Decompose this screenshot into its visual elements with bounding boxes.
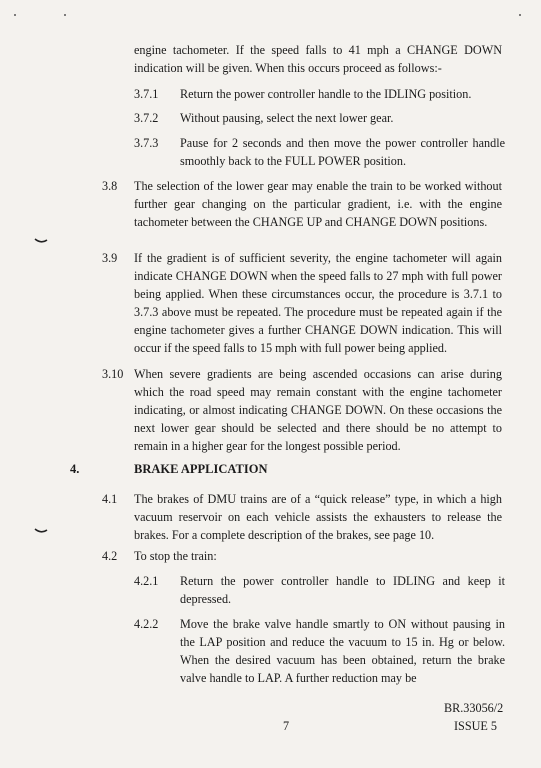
item-text: If the gradient is of sufficient severity, the engine tachometer will again indicate CHANGE DOWN when the speed falls to 27 mph with full power being applied. When these circumstances occur, the procedure is 3.7.1 to 3.7.3 above must be repeated. The procedure must be repeated again if the engine tachometer gives a further CHANGE DOWN indication. This will occur if the speed falls to 15 mph with full power being applied.: [134, 251, 502, 355]
item-number: 3.7.1: [134, 87, 159, 101]
item-text: When severe gradients are being ascended occasions can arise during which the road speed may remain constant with the engine tachometer indicating, or almost indicating CHANGE DOWN. On these occasions the next lower gear should be selected and there should be no attempt to remain in a higher gear for the longest possible period.: [134, 367, 502, 453]
scan-speck: [519, 14, 521, 16]
page-number: 7: [283, 719, 290, 733]
scan-speck: [14, 14, 16, 16]
item-number: 3.7.2: [134, 111, 159, 125]
item-number: 4.2: [102, 549, 118, 563]
document-reference: BR.33056/2: [444, 701, 504, 715]
punch-hole-mark: [34, 238, 48, 244]
item-text: Return the power controller handle to IDLING and keep it depressed.: [180, 574, 505, 606]
section-heading: BRAKE APPLICATION: [134, 462, 268, 476]
section-number: 4.: [70, 462, 80, 476]
item-text: The selection of the lower gear may enable the train to be worked without further gear changing on the particular gradient, i.e. with the engine tachometer between the CHANGE UP and CHANGE DOWN positions.: [134, 179, 502, 229]
item-text: Pause for 2 seconds and then move the power controller handle smoothly back to the FULL POWER position.: [180, 136, 505, 168]
item-number: 3.9: [102, 251, 118, 265]
item-text: Without pausing, select the next lower gear.: [180, 111, 394, 125]
punch-hole-mark: [34, 528, 48, 534]
item-number: 4.2.1: [134, 574, 159, 588]
item-number: 3.7.3: [134, 136, 159, 150]
item-text: Return the power controller handle to the IDLING position.: [180, 87, 472, 101]
intro-paragraph: engine tachometer. If the speed falls to 41 mph a CHANGE DOWN indication will be given. When this occurs proceed as follows:-: [134, 43, 502, 75]
item-number: 4.1: [102, 492, 118, 506]
scan-speck: [64, 14, 66, 16]
item-text: To stop the train:: [134, 549, 217, 563]
item-number: 3.10: [102, 367, 124, 381]
item-number: 3.8: [102, 179, 118, 193]
item-number: 4.2.2: [134, 617, 159, 631]
item-text: The brakes of DMU trains are of a “quick release” type, in which a high vacuum reservoir on each vehicle assists the exhausters to release the brakes. For a complete description of the brakes, see page 10.: [134, 492, 502, 542]
issue-label: ISSUE 5: [454, 719, 498, 733]
item-text: Move the brake valve handle smartly to ON without pausing in the LAP position and reduce the vacuum to 15 in. Hg or below. When the desired vacuum has been obtained, return the brake valve handle to LAP. A further reduction may be: [180, 617, 505, 685]
